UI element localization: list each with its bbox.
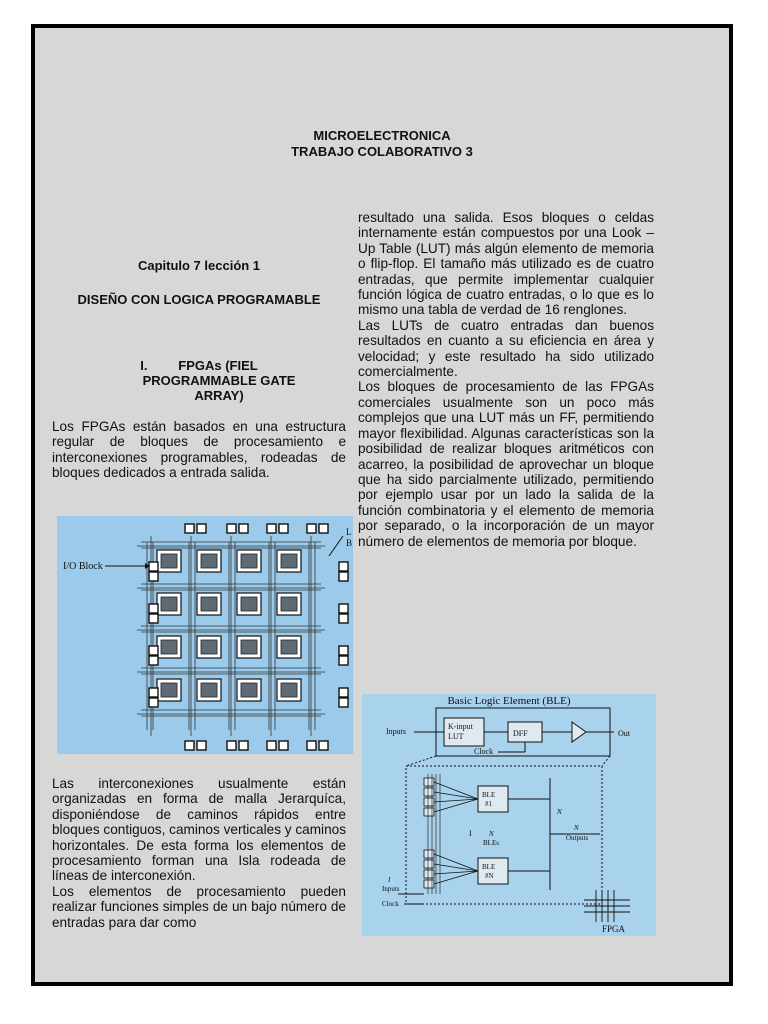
- subsection-line-3: ARRAY): [194, 387, 244, 403]
- io-block: [279, 524, 288, 533]
- paragraph: Los FPGAs están basados en una estructura regular de bloques de procesamiento e interconexiones programables, rodeadas de bloques dedicados a entrada salida.: [52, 418, 346, 481]
- io-block: [197, 741, 206, 750]
- io-block: [149, 562, 158, 571]
- logic-block-core: [241, 683, 257, 697]
- io-block: [319, 524, 328, 533]
- io-block: [339, 614, 348, 623]
- io-block: [319, 741, 328, 750]
- input-mux: [424, 860, 434, 868]
- ble2-number: #N: [485, 872, 494, 880]
- edge-label-top: L: [346, 527, 352, 537]
- n-outputs-label: N: [574, 824, 579, 832]
- io-block: [149, 656, 158, 665]
- fpga-grid-diagram: [57, 516, 353, 754]
- logic-block-core: [281, 640, 297, 654]
- logic-block-core: [201, 640, 217, 654]
- io-block: [227, 524, 236, 533]
- edge-label-bottom: B: [346, 538, 353, 548]
- ble2-label: BLE: [482, 863, 496, 871]
- logic-block-core: [201, 554, 217, 568]
- document-header: [35, 128, 729, 160]
- io-block: [149, 698, 158, 707]
- io-block: [339, 698, 348, 707]
- io-block: [149, 646, 158, 655]
- io-block: [267, 524, 276, 533]
- logic-block-core: [161, 554, 177, 568]
- n-bles-label: N: [489, 830, 494, 838]
- input-mux: [424, 798, 434, 806]
- dff-label: DFF: [513, 729, 528, 738]
- paragraph: Las LUTs de cuatro entradas dan buenos resultados en cuanto a su eficiencia en área y velocidad; y este resultado ha sido utilizado comercialmente.: [358, 317, 654, 380]
- i-inputs-label: I: [388, 876, 391, 884]
- io-block: [307, 741, 316, 750]
- bles-label: BLEs: [483, 839, 499, 847]
- paragraph: resultado una salida. Esos bloques o celdas internamente están compuestos por una Look – Up Table (LUT) más algún elemento de memoria o flip-flop. El tamaño más utilizado es de cuatro entradas, que permite implementar cualquier función lógica de cuatro entradas, o lo que es lo mismo una tabla de verdad de 16 renglones.: [358, 210, 654, 318]
- io-block: [185, 741, 194, 750]
- input-mux: [424, 788, 434, 796]
- io-block: [339, 562, 348, 571]
- outputs-label: Outputs: [566, 834, 589, 842]
- logic-block-core: [161, 597, 177, 611]
- logic-block-core: [281, 597, 297, 611]
- document-title: MICROELECTRONICA: [313, 128, 451, 143]
- logic-block-core: [281, 683, 297, 697]
- fpga-grid-figure: [57, 516, 353, 754]
- io-block: [149, 604, 158, 613]
- out-label: Out: [618, 729, 630, 738]
- n-label: N: [557, 808, 562, 816]
- input-mux: [424, 850, 434, 858]
- io-block: [339, 646, 348, 655]
- logic-block-core: [241, 640, 257, 654]
- subsection-number: I.: [140, 357, 148, 373]
- inputs-label: Inputs: [386, 727, 406, 736]
- io-block: [339, 656, 348, 665]
- chapter-heading: Capitulo 7 lección 1: [137, 258, 261, 273]
- io-block: [197, 524, 206, 533]
- left-column: [52, 210, 346, 480]
- ble1-number: #1: [485, 800, 492, 808]
- io-block: [239, 741, 248, 750]
- inputs-label-2: Inputs: [382, 885, 400, 893]
- logic-block-core: [241, 554, 257, 568]
- input-mux: [424, 778, 434, 786]
- logic-block-core: [241, 597, 257, 611]
- subsection-line-1: FPGAs (FIEL: [178, 357, 258, 373]
- io-block: [339, 604, 348, 613]
- i-label: I: [469, 829, 472, 838]
- input-mux: [424, 880, 434, 888]
- lut-label-2: LUT: [448, 732, 464, 741]
- logic-block-core: [201, 597, 217, 611]
- left-column-lower: [52, 776, 346, 930]
- io-block-label: I/O Block: [63, 561, 103, 572]
- io-block: [307, 524, 316, 533]
- subsection-line-2: PROGRAMMABLE GATE: [142, 372, 296, 388]
- ble-diagram: [362, 694, 656, 936]
- io-block: [267, 741, 276, 750]
- io-block: [279, 741, 288, 750]
- io-block: [185, 524, 194, 533]
- ble1-label: BLE: [482, 791, 496, 799]
- paragraph: Los elementos de procesamiento pueden realizar funciones simples de un bajo número de entradas para dar como: [52, 883, 346, 930]
- io-block: [339, 688, 348, 697]
- io-block: [339, 572, 348, 581]
- subsection-heading: [52, 358, 346, 403]
- section-heading: DISEÑO CON LOGICA PROGRAMABLE: [77, 292, 321, 308]
- io-block: [239, 524, 248, 533]
- io-block: [227, 741, 236, 750]
- logic-block-core: [201, 683, 217, 697]
- input-mux: [424, 808, 434, 816]
- clock-label-2: Clock: [382, 900, 399, 908]
- input-mux: [424, 870, 434, 878]
- lut-label: K-input: [448, 722, 473, 731]
- paragraph: Los bloques de procesamiento de las FPGAs comerciales usualmente son un poco más complejos que una LUT más un FF, permitiendo mayor flexibilidad. Algunas características son la posibilidad de realizar bloques aritméticos con acarreo, la posibilidad de aprovechar un bloque que ha sido parcialmente utilizado, permitiendo por ejemplo usar por un lado la salida de la función combinatoria y el elemento de memoria por separado, o la incorporación de un mayor número de elementos de memoria por bloque.: [358, 379, 654, 549]
- io-block: [149, 614, 158, 623]
- clock-label: Clock: [474, 747, 494, 756]
- logic-block-core: [161, 640, 177, 654]
- right-column: [358, 210, 654, 549]
- logic-block-core: [281, 554, 297, 568]
- document-subtitle: TRABAJO COLABORATIVO 3: [291, 144, 473, 159]
- ble-figure: [362, 694, 656, 936]
- io-block: [149, 572, 158, 581]
- paragraph: Las interconexiones usualmente están organizadas en forma de malla Jerarquíca, disponiéndose de caminos rápidos entre bloques contiguos, caminos verticales y caminos horizontales. De esta forma los elementos de procesamiento forman una Isla rodeada de líneas de interconexión.: [52, 776, 346, 884]
- io-block: [149, 688, 158, 697]
- ble-title: Basic Logic Element (BLE): [447, 695, 571, 707]
- fpga-label: FPGA: [602, 924, 626, 934]
- logic-block-core: [161, 683, 177, 697]
